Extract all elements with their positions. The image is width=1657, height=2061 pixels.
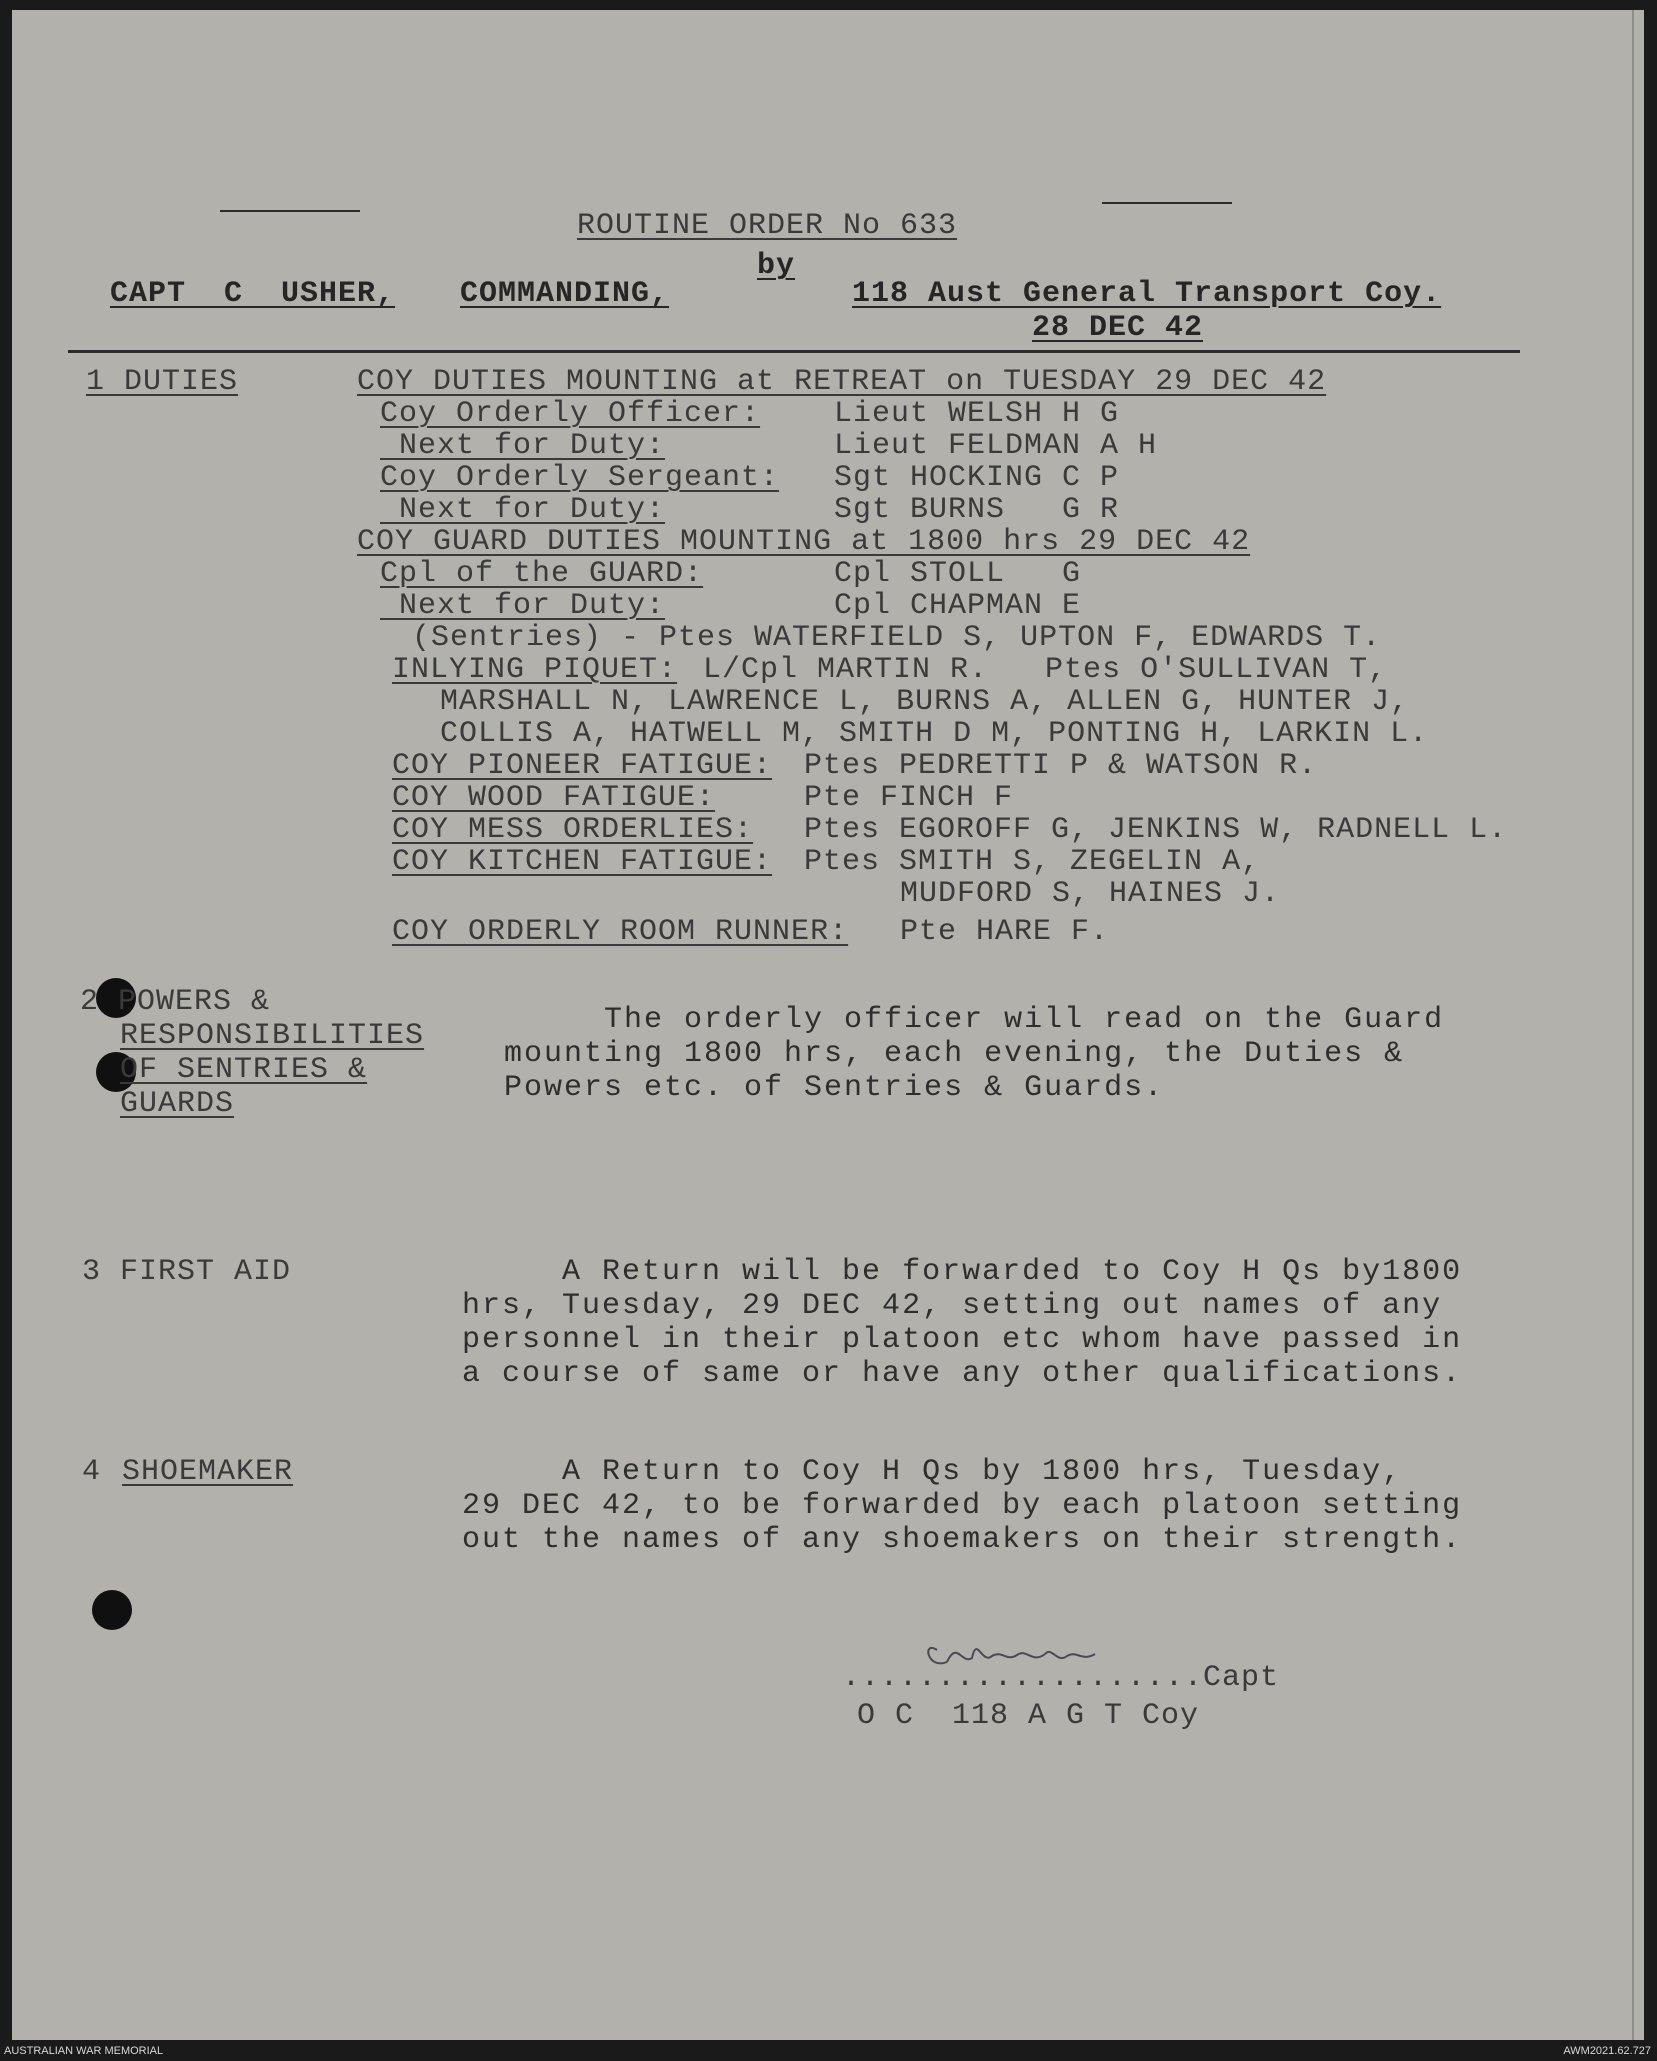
- section-text: Powers etc. of Sentries & Guards.: [504, 1071, 1165, 1105]
- duty-label: Next for Duty:: [380, 429, 666, 463]
- guard-value: Cpl CHAPMAN E: [834, 589, 1082, 623]
- section-text: out the names of any shoemakers on their strength.: [462, 1523, 1463, 1557]
- guard-value: Cpl STOLL G: [834, 557, 1082, 591]
- duties-heading: COY DUTIES MOUNTING at RETREAT on TUESDAY 29 DEC 42: [357, 365, 1327, 399]
- section-text: personnel in their platoon etc whom have passed in: [462, 1323, 1463, 1357]
- section-label-powers: 2 POWERS &: [80, 985, 271, 1019]
- runner-label: COY ORDERLY ROOM RUNNER:: [392, 915, 849, 949]
- duty-value: Lieut WELSH H G: [834, 397, 1120, 431]
- section-label-powers: OF SENTRIES &: [120, 1053, 368, 1087]
- section-text: mounting 1800 hrs, each evening, the Duties &: [504, 1037, 1405, 1071]
- header-rule: [68, 350, 1520, 353]
- order-date: 28 DEC 42: [1032, 311, 1204, 345]
- section-label-powers: RESPONSIBILITIES: [120, 1019, 425, 1053]
- header-dash-right: [1102, 202, 1232, 204]
- section-text: A Return will be forwarded to Coy H Qs by1800: [462, 1255, 1463, 1289]
- section-text: hrs, Tuesday, 29 DEC 42, setting out names of any: [462, 1289, 1443, 1323]
- kitchen-continued: MUDFORD S, HAINES J.: [900, 877, 1281, 911]
- section-text: A Return to Coy H Qs by 1800 hrs, Tuesday,: [462, 1455, 1403, 1489]
- signature-title: O C 118 A G T Coy: [857, 1699, 1200, 1733]
- duty-value: Sgt BURNS G R: [834, 493, 1120, 527]
- sentries-line: (Sentries) - Ptes WATERFIELD S, UPTON F, EDWARDS T.: [412, 621, 1382, 655]
- section-label-duties: 1 DUTIES: [86, 365, 239, 399]
- duty-label: Coy Orderly Officer:: [380, 397, 761, 431]
- document-page: [12, 10, 1644, 2040]
- fatigue-value: Ptes PEDRETTI P & WATSON R.: [804, 749, 1318, 783]
- unit-name: 118 Aust General Transport Coy.: [852, 277, 1442, 311]
- punch-hole: [92, 1590, 132, 1630]
- piquet-line: MARSHALL N, LAWRENCE L, BURNS A, ALLEN G, HUNTER J,: [440, 685, 1410, 719]
- piquet-label: INLYING PIQUET:: [392, 653, 678, 687]
- piquet-line: L/Cpl MARTIN R. Ptes O'SULLIVAN T,: [684, 653, 1388, 687]
- guard-heading: COY GUARD DUTIES MOUNTING at 1800 hrs 29 DEC 42: [357, 525, 1251, 559]
- duty-label: Coy Orderly Sergeant:: [380, 461, 780, 495]
- fatigue-value: Pte FINCH F: [804, 781, 1014, 815]
- section-text: a course of same or have any other qualifications.: [462, 1357, 1463, 1391]
- runner-value: Pte HARE F.: [900, 915, 1110, 949]
- fatigue-label: COY MESS ORDERLIES:: [392, 813, 754, 847]
- section-text: 29 DEC 42, to be forwarded by each platoon setting: [462, 1489, 1463, 1523]
- section-label-powers: GUARDS: [120, 1087, 235, 1121]
- fatigue-value: Ptes SMITH S, ZEGELIN A,: [804, 845, 1261, 879]
- duty-value: Lieut FELDMAN A H: [834, 429, 1158, 463]
- paper-edge: [1632, 10, 1634, 2040]
- header-dash-left: [220, 210, 360, 212]
- section-number-shoemaker: 4: [82, 1455, 102, 1489]
- signature-line: ...................Capt: [842, 1661, 1280, 1695]
- fatigue-label: COY WOOD FATIGUE:: [392, 781, 716, 815]
- fatigue-label: COY KITCHEN FATIGUE:: [392, 845, 773, 879]
- duty-label: Next for Duty:: [380, 493, 666, 527]
- fatigue-label: COY PIONEER FATIGUE:: [392, 749, 773, 783]
- commanding-label: COMMANDING,: [460, 277, 670, 311]
- section-label-first-aid: 3 FIRST AID: [82, 1255, 292, 1289]
- fatigue-value: Ptes EGOROFF G, JENKINS W, RADNELL L.: [804, 813, 1508, 847]
- footer-left: AUSTRALIAN WAR MEMORIAL: [4, 2045, 164, 2057]
- guard-label: Cpl of the GUARD:: [380, 557, 704, 591]
- section-text: The orderly officer will read on the Guard: [504, 1003, 1445, 1037]
- section-label-shoemaker: SHOEMAKER: [122, 1455, 294, 1489]
- order-by: by: [757, 249, 796, 283]
- footer-right: AWM2021.62.727: [1563, 2045, 1651, 2057]
- duty-value: Sgt HOCKING C P: [834, 461, 1120, 495]
- commander-name: CAPT C USHER,: [110, 277, 396, 311]
- order-title: ROUTINE ORDER No 633: [577, 209, 958, 243]
- guard-label: Next for Duty:: [380, 589, 666, 623]
- piquet-line: COLLIS A, HATWELL M, SMITH D M, PONTING H, LARKIN L.: [440, 717, 1429, 751]
